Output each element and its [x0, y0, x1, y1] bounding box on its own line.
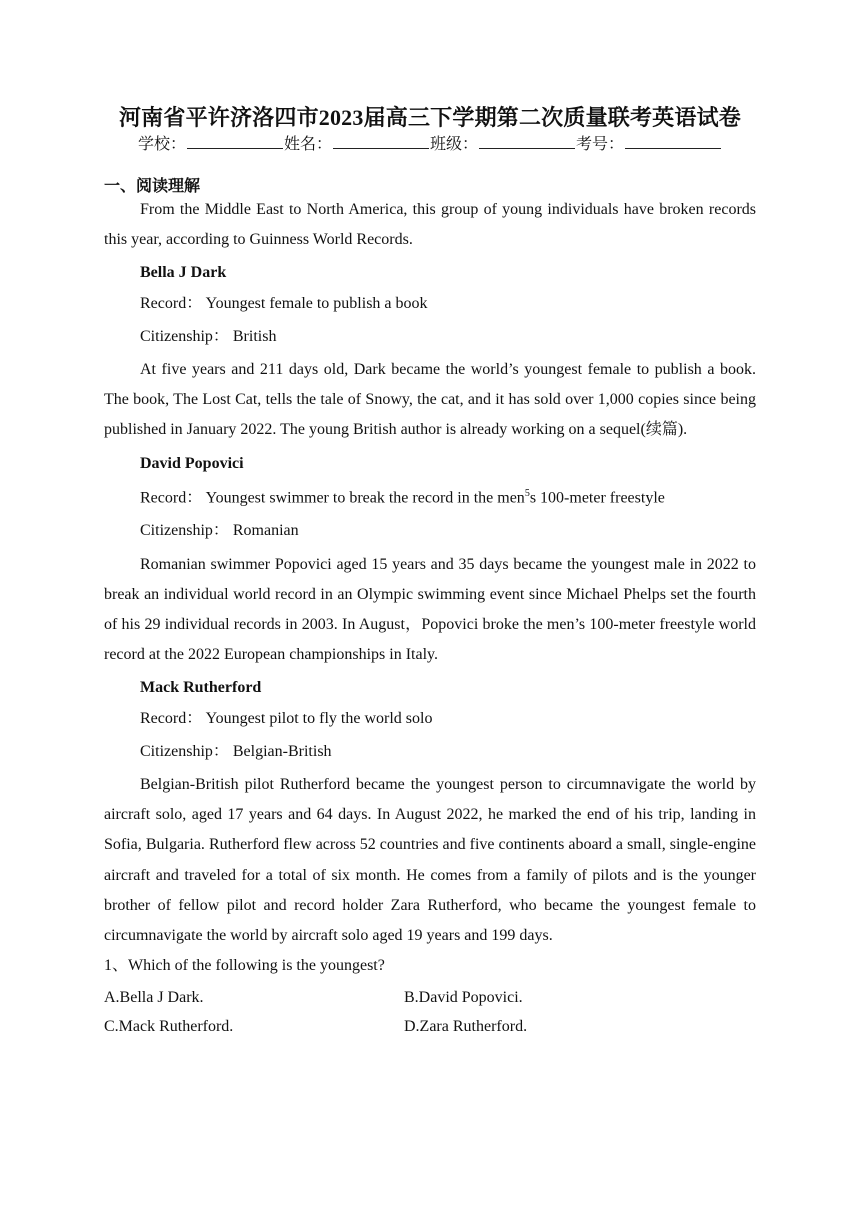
school-blank — [187, 132, 283, 149]
intro-paragraph: From the Middle East to North America, this group of young individuals have broken records this year, according to Guinness World Records. — [104, 201, 756, 249]
paragraph-rutherford: Belgian-British pilot Rutherford became the youngest person to circumnavigate the world by aircraft solo, aged 17 years and 64 days. In August 2022, he marked the end of his trip, landing in Sofia, Bulgaria. Rutherford flew across 52 countries and five continents aboard a small, single-engine aircraft and traveled for a total of six month. He comes from a family of pilots and is the younger brother of fellow pilot and record holder Zara Rutherford, who became the youngest female to circumnavigate the world by aircraft solo aged 19 years and 199 days. — [104, 775, 756, 944]
class-blank — [479, 132, 575, 149]
option-c[interactable]: C.Mack Rutherford. — [104, 1018, 234, 1036]
class-label: 班级： — [430, 136, 479, 153]
number-blank — [625, 132, 721, 149]
school-label: 学校： — [137, 136, 186, 153]
person-name-rutherford: Mack Rutherford — [140, 679, 262, 697]
paragraph-dark: At five years and 211 days old, Dark became the world’s youngest female to publish a book. The book, The Lost Cat, tells the tale of Snowy, the cat, and it has sold over 1,000 copies since being published in January 2022. The young British author is already working on a sequel(续篇). — [104, 361, 756, 439]
number-label: 考号： — [576, 136, 625, 153]
citizenship-popovici: Citizenship： Romanian — [140, 522, 299, 540]
citizenship-rutherford: Citizenship： Belgian-British — [140, 742, 332, 760]
student-info-line — [0, 132, 860, 157]
person-name-popovici: David Popovici — [140, 454, 244, 472]
record-popovici-prefix: Record： Youngest swimmer to break the record in the men — [140, 489, 525, 507]
record-rutherford: Record： Youngest pilot to fly the world solo — [140, 709, 433, 727]
option-a[interactable]: A.Bella J Dark. — [104, 989, 204, 1007]
option-d[interactable]: D.Zara Rutherford. — [404, 1018, 528, 1036]
record-popovici-sup: 5 — [524, 487, 530, 499]
option-b[interactable]: B.David Popovici. — [404, 989, 523, 1007]
person-name-dark: Bella J Dark — [140, 264, 227, 282]
reading-passage — [104, 195, 756, 1041]
name-blank — [333, 132, 429, 149]
citizenship-dark: Citizenship： British — [140, 327, 277, 345]
record-popovici — [104, 479, 756, 514]
record-popovici-suffix: s 100-meter freestyle — [529, 489, 665, 507]
section-heading: 一、阅读理解 — [104, 178, 201, 195]
name-label: 姓名： — [283, 136, 332, 153]
exam-title: 河南省平许济洛四市2023届高三下学期第二次质量联考英语试卷 — [118, 105, 741, 130]
question-stem: 1、Which of the following is the youngest? — [104, 957, 385, 975]
record-dark: Record： Youngest female to publish a book — [140, 294, 428, 312]
paragraph-popovici: Romanian swimmer Popovici aged 15 years and 35 days became the youngest male in 2022 to break an individual world record in an Olympic swimming event since Michael Phelps set the fourth of his 29 individual records in 2003. In August，Popovici broke the men’s 100-meter freestyle world record at the 2022 European championships in Italy. — [104, 555, 756, 664]
answer-options — [104, 983, 756, 1041]
